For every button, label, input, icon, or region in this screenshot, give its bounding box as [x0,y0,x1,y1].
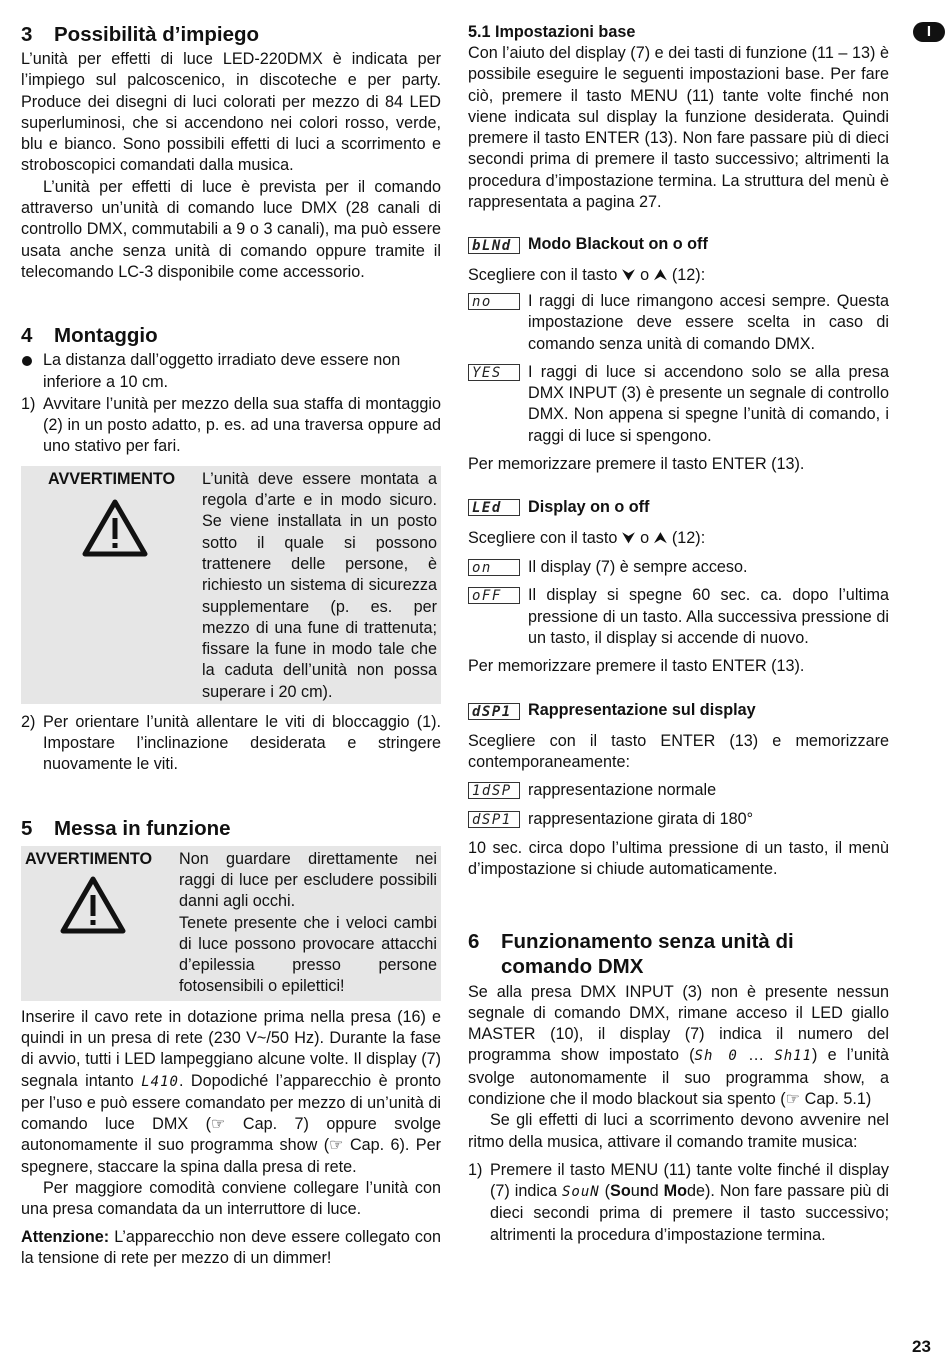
lcd-code: on [468,559,520,576]
choose-line [468,528,889,549]
text: (12): [667,528,706,547]
text: ) e l’unità svolge autonomamente il suo programma show, a condizione che il modo blackout sia spento (☞ Cap. 5.1) [468,1046,889,1108]
warning-text: L’unità deve essere montata a regola d’arte e in modo sicuro. Se viene installata in un posto sotto il quale si possono trattenere delle persone, è richiesto un sistema di sicurezza supplementare (p. es. per mezzo di una fune di trattenuta; fissare la fune in modo tale che la caduta dell’unità non possa superare i 20 cm). [202,469,437,701]
text: n [639,1182,650,1201]
step-number: 2) [21,712,36,731]
paragraph: Per memorizzare premere il tasto ENTER (13). [468,455,805,474]
warning-triangle-icon [81,498,149,558]
menu-item-heading [468,700,889,721]
section-title: Possibilità d’impiego [54,23,260,46]
text: ( [599,1182,611,1201]
paragraph: L’unità per effetti di luce LED-220DMX è indicata per l’impiego sul palcoscenico, in discoteche e per party. Produce dei disegni di luci colorati per mezzo di 84 LED superluminosi, che si accendono nei colori rosso, verde, blu e bianco. Sono possibili effetti di luci a scorrimento e stroboscopici comandati dalla musica. [21,50,441,175]
lcd-code: dSP1 [468,811,520,828]
step-number: 1) [468,1160,483,1179]
option-row [468,809,889,830]
text: Se alla presa DMX INPUT (3) non è presente nessun segnale di comando DMX, rimane acceso il LED giallo MASTER (10), il display (7) indica il numero del programma show impostato ( [468,982,889,1065]
option-text: Il display (7) è sempre acceso. [528,557,748,576]
warning-box [21,466,441,704]
paragraph: L’unità per effetti di luce è prevista per il comando attraverso un’unità di comando luce DMX (28 canali di controllo DMX, commutabili a 9 o 3 canali), ma può essere usata anche senza unità di comando oppure tramite il telecomando LC-3 disponibile come accessorio. [21,177,441,281]
paragraph: Scegliere con il tasto ENTER (13) e memorizzare contemporaneamente: [468,731,889,772]
lcd-code: Sh11 [774,1048,813,1065]
warning-triangle-icon [59,875,127,935]
section-number: 3 [21,23,33,46]
arrow-up-icon: ⮝ [653,265,668,284]
text: u [630,1182,640,1201]
text: o [635,528,654,547]
option-row [468,780,889,801]
lcd-code: no [468,293,520,310]
menu-item-title: Modo Blackout on o off [528,235,708,254]
option-row [468,585,889,649]
warning-text: Tenete presente che i veloci cambi di luce possono provocare attacchi d’epilessia presso persone fotosensibili o epilettici! [179,913,437,996]
arrow-up-icon: ⮝ [653,528,668,547]
paragraph: Con l’aiuto del display (7) e dei tasti di funzione (11 – 13) è possibile eseguire le seguenti impostazioni base. Per fare ciò, premere il tasto MENU (11) tante volte finché non viene indicata sul display la funzione desiderata. Quindi premere il tasto ENTER (13). Non fare passare più di dieci secondi prima di premere il tasto successivo; altrimenti la procedura d’impostazione termina. La struttura del menù è rappresentata a pagina 27. [468,44,889,212]
option-text: rappresentazione girata di 180° [528,809,754,828]
paragraph: Per memorizzare premere il tasto ENTER (13). [468,657,805,676]
lcd-code: Sh 0 [694,1048,738,1065]
paragraph: Se gli effetti di luci a scorrimento devono avvenire nel ritmo della musica, attivare il comando tramite musica: [468,1111,889,1151]
lcd-code: 1dSP [468,782,520,799]
numbered-step [21,394,441,458]
option-row [468,291,889,355]
warning-text-block [179,849,437,998]
text: . Dopodiché l’apparecchio è pronto per l’uso e può essere comandato per mezzo di un’unità di comando luce DMX (☞ Cap. 7) oppure svolge autonomamente il suo programma show (☞ Cap. 6). Per spegnere, staccare la spina dalla presa di rete. [21,1071,441,1176]
warning-text: Non guardare direttamente nei raggi di luce per escludere possibili danni agli occhi. [179,849,437,911]
arrow-down-icon: ⮟ [621,528,636,547]
lcd-code: SouN [561,1184,600,1201]
subsection-heading: 5.1 Impostazioni base [468,23,636,41]
paragraph: 10 sec. circa dopo l’ultima pressione di un tasto, il menù d’impostazione si chiude automaticamente. [468,838,889,879]
bullet-text: La distanza dall’oggetto irradiato deve essere non inferiore a 10 cm. [43,351,401,391]
section-4-heading [21,323,441,348]
numbered-step [21,712,441,776]
option-text: rappresentazione normale [528,781,717,800]
lcd-code: YES [468,364,520,381]
paragraph: Per maggiore comodità conviene collegare l’unità con una presa comandata da un interruttore di luce. [21,1179,441,1219]
text: … [737,1046,775,1065]
menu-item-title: Display on o off [528,498,650,517]
section-title: Montaggio [54,324,158,348]
attention-label: Attenzione: [21,1227,110,1246]
language-tab: I [913,22,945,42]
lcd-code: LEd [468,499,520,516]
bullet-item [21,350,441,393]
section-title: Messa in funzione [54,816,231,840]
paragraph [21,1007,441,1178]
arrow-down-icon: ⮟ [621,265,636,284]
text: d [649,1182,664,1201]
text: So [610,1182,631,1201]
numbered-step [468,1160,889,1246]
section-number: 5 [21,816,33,840]
option-text: Il display si spegne 60 sec. ca. dopo l’ultima pressione di un tasto. Alla successiva pressione di un tasto, il display si accende di nuovo. [528,586,889,647]
menu-item-heading [468,497,889,518]
section-title: Funzionamento senza unità di [501,929,794,953]
choose-line [468,265,889,286]
text: Premere il tasto MENU (11) tante volte finché il display (7) indica [490,1160,889,1201]
section-number: 6 [468,929,480,953]
warning-label: AVVERTIMENTO [25,849,153,868]
bullet-dot-icon [22,356,32,366]
lcd-code: L410 [141,1073,179,1090]
step-number: 1) [21,394,36,413]
section-6-heading [468,929,889,979]
lcd-code: dSP1 [468,703,520,720]
attention-paragraph [21,1227,441,1270]
section-5-heading [21,816,441,841]
page-number: 23 [912,1337,931,1356]
text: ). Non fare passare più di dieci secondi prima di premere il tasto successivo; altrimenti la procedura d’impostazione termina. [490,1182,889,1244]
text: (12): [667,265,706,284]
option-text: I raggi di luce rimangono accesi sempre. Questa impostazione deve essere scelta in caso di comando senza unità di comando DMX. [528,291,889,353]
paragraph [468,982,889,1111]
text: o [635,265,654,284]
warning-label: AVVERTIMENTO [48,469,176,488]
step-text: Per orientare l’unità allentare le viti di bloccaggio (1). Impostare l’inclinazione desiderata e stringere nuovamente le viti. [43,712,441,774]
lcd-code: bLNd [468,237,520,254]
menu-item-heading [468,234,889,255]
section-number: 4 [21,324,33,348]
attention-text: L’apparecchio non deve essere collegato con la tensione di rete per mezzo di un dimmer! [21,1227,441,1267]
menu-item-title: Rappresentazione sul display [528,701,756,720]
option-text: I raggi di luce si accendono solo se alla presa DMX INPUT (3) è presente un segnale di controllo DMX. Non appena si spegne l’unità di comando, i raggi di luce si spengono. [528,362,889,445]
step-text: Avvitare l’unità per mezzo della sua staffa di montaggio (2) in un posto adatto, p. es. ad una traversa oppure ad uno stativo per fari. [43,394,441,456]
text: Mo [663,1182,687,1201]
text: Scegliere con il tasto [468,265,622,284]
section-title-line2: comando DMX [501,954,644,978]
text: Scegliere con il tasto [468,528,622,547]
warning-box [21,846,441,1001]
left-column [21,22,441,1269]
option-row [468,362,889,447]
text: Inserire il cavo rete in dotazione prima nella presa (16) e quindi in un presa di rete (230 V~/50 Hz). Durante la fase di avvio, tutti i LED lampeggiano alcune volte. Il display (7) segnala intanto [21,1007,441,1090]
right-column [468,22,889,1246]
text: de [686,1182,705,1201]
lcd-code: oFF [468,587,520,604]
step-text [490,1160,889,1246]
option-row [468,557,889,578]
section-3-heading [21,22,441,47]
